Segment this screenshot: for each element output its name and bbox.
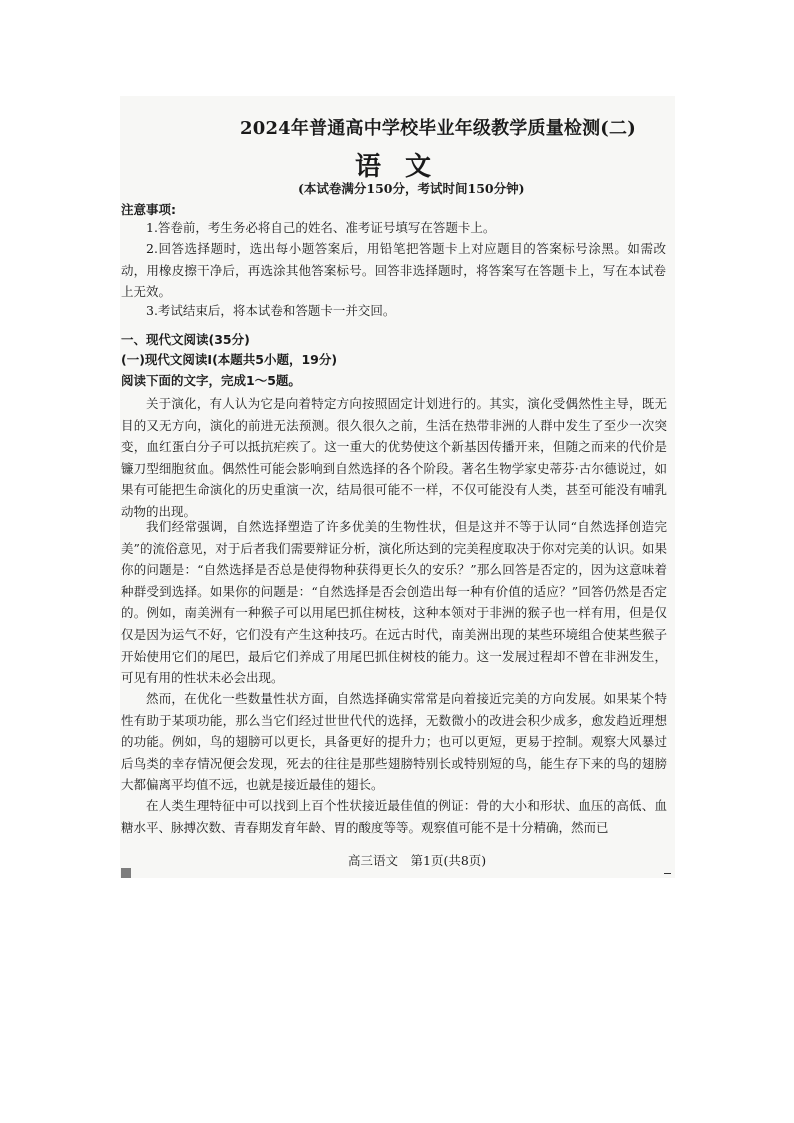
notice-heading: 注意事项: — [121, 202, 176, 217]
section-heading: 一、现代文阅读(35分) — [121, 332, 250, 347]
notice-item: 3.考试结束后，将本试卷和答题卡一并交回。 — [146, 303, 396, 318]
notice-item: 1.答卷前，考生务必将自己的姓名、准考证号填写在答题卡上。 — [146, 220, 496, 235]
reading-instruction: 阅读下面的文字，完成1～5题。 — [121, 373, 301, 388]
subject-title: 语文 — [355, 152, 456, 182]
passage-paragraph: 然而，在优化一些数量性状方面，自然选择确实常常是向着接近完美的方向发展。如果某个特性有助于某项功能，那么当它们经过世世代代的选择，无数微小的改进会积少成多，愈发趋近理想的功能。例如，鸟的翅膀可以更长，具备更好的提升力；也可以更短，更易于控制。观察大风暴过后鸟类的幸存情况便会发现，死去的往往是那些翅膀特别长或特别短的鸟，能生存下来的鸟的翅膀大都偏离平均值不远，也就是接近最佳的翅长。 — [121, 691, 667, 793]
notice-item: 2.回答选择题时，选出每小题答案后，用铅笔把答题卡上对应题目的答案标号涂黑。如需改动，用橡皮擦干净后，再选涂其他答案标号。回答非选择题时，将答案写在答题卡上，写在本试卷上无效。 — [121, 241, 666, 299]
exam-info: (本试卷满分150分，考试时间150分钟) — [298, 181, 525, 196]
scan-corner-mark — [121, 868, 131, 878]
passage-paragraph: 我们经常强调，自然选择塑造了许多优美的生物性状，但是这并不等于认同“自然选择创造完美”的流俗意见，对于后者我们需要辩证分析，演化所达到的完美程度取决于你对完美的认识。如果你的问题是：“自然选择是否总是使得物种获得更长久的安乐？”那么回答是否定的，因为这意味着种群受到选择。如果你的问题是：“自然选择是否会创造出每一种有价值的适应？”回答仍然是否定的。例如，南美洲有一种猴子可以用尾巴抓住树枝，这种本领对于非洲的猴子也一样有用，但是仅仅是因为运气不好，它们没有产生这种技巧。在远古时代，南美洲出现的某些环境组合使某些猴子开始使用它们的尾巴，最后它们养成了用尾巴抓住树枝的能力。这一发展过程却不曾在非洲发生，可见有用的性状未必会出现。 — [121, 519, 667, 686]
passage-paragraph: 在人类生理特征中可以找到上百个性状接近最佳值的例证：骨的大小和形状、血压的高低、血糖水平、脉搏次数、青春期发育年龄、胃的酸度等等。观察值可能不是十分精确，然而已 — [121, 798, 667, 835]
exam-title: 2024年普通高中学校毕业年级教学质量检测(二) — [240, 118, 636, 139]
scan-edge-mark — [664, 873, 671, 874]
page-footer: 高三语文 第1页(共8页) — [348, 853, 487, 868]
subsection-heading: (一)现代文阅读Ⅰ(本题共5小题，19分) — [121, 352, 338, 367]
passage-paragraph: 关于演化，有人认为它是向着特定方向按照固定计划进行的。其实，演化受偶然性主导，既无目的又无方向，演化的前进无法预测。很久很久之前，生活在热带非洲的人群中发生了至少一次突变，血红蛋白分子可以抵抗疟疾了。这一重大的优势使这个新基因传播开来，但随之而来的代价是镰刀型细胞贫血。偶然性可能会影响到自然选择的各个阶段。著名生物学家史蒂芬·古尔德说过，如果有可能把生命演化的历史重演一次，结局很可能不一样，不仅可能没有人类，甚至可能没有哺乳动物的出现。 — [121, 396, 667, 519]
